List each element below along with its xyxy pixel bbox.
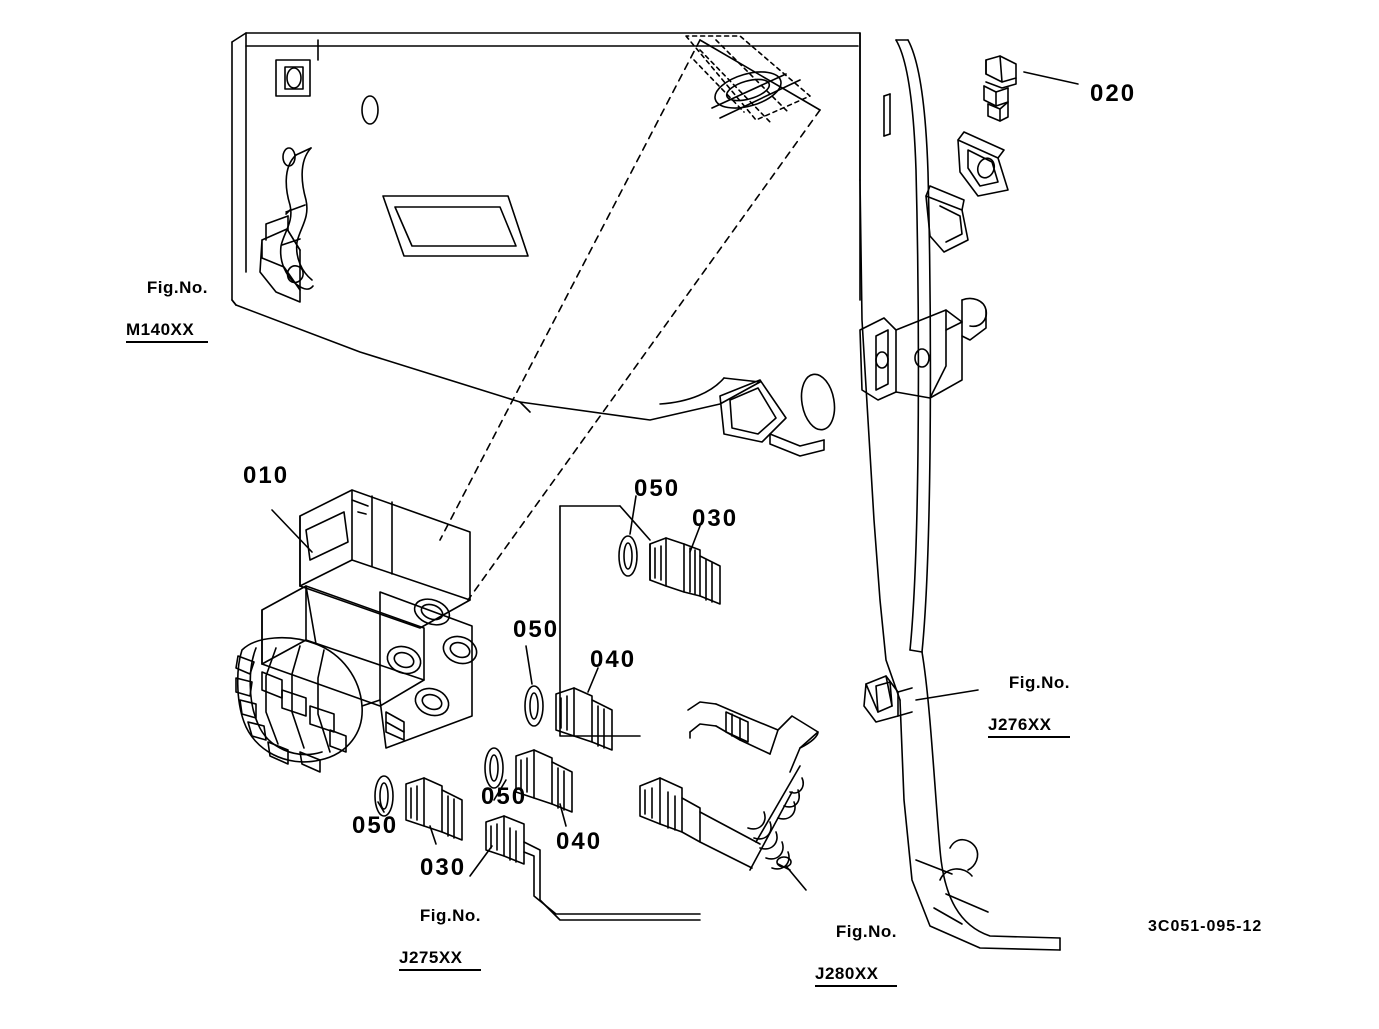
fig-ref-m140xx [126,256,208,385]
fig-ref-j280xx [815,900,897,1029]
hood-panel-outline [232,33,860,305]
part-callout-050-a: 050 [634,475,681,502]
hose-upper [560,506,640,736]
fig-ref-j280xx-label: Fig.No. [835,922,898,941]
assembly-leader-dashed [440,40,820,600]
part-callout-030-a: 030 [692,505,739,532]
fig-ref-j275xx-value: J275XX [399,947,481,971]
leader-050-b [526,646,532,684]
part-callout-010: 010 [243,462,290,489]
leader-j280 [786,866,806,890]
steering-valve-body [236,490,480,772]
leader-020 [1024,72,1078,84]
clamp-mid [926,186,968,252]
fitting-030-upper [619,536,720,604]
drawing-code: 3C051-095-12 [1148,918,1263,935]
fig-ref-j276xx [988,651,1070,780]
fig-ref-m140xx-value: M140XX [126,319,208,343]
center-beam [383,196,528,256]
hose-assembly-j280 [640,702,818,870]
part-callout-050-c: 050 [481,783,528,810]
part-callout-040-b: 040 [556,828,603,855]
leader-j276 [916,690,978,700]
part-callout-050-d: 050 [352,812,399,839]
fig-ref-j280xx-value: J280XX [815,963,897,987]
part-callout-050-b: 050 [513,616,560,643]
hood-lower-edge [232,300,760,420]
part-callout-030-b: 030 [420,854,467,881]
bolt-020 [984,56,1016,121]
bracket-lower-right [860,298,986,400]
fig-ref-j275xx-label: Fig.No. [419,906,482,925]
hose-upper-elbow [620,506,650,540]
panel-hole-oval [362,96,378,124]
part-callout-040-a: 040 [590,646,637,673]
fitting-040-upper [525,686,612,750]
hood-cutout-right [720,372,839,456]
left-bracket [260,148,313,302]
leader-040-b [560,804,566,826]
leader-j275 [470,846,492,876]
clamp-upper [958,132,1008,196]
fig-ref-j276xx-label: Fig.No. [1008,673,1071,692]
fig-ref-j275xx [399,884,481,1013]
grille-mesh [686,36,810,122]
hood-latch-detail [276,60,310,96]
hose-connector-j276 [864,676,912,722]
fig-ref-m140xx-label: Fig.No. [146,278,209,297]
fig-ref-j276xx-value: J276XX [988,714,1070,738]
part-callout-020: 020 [1090,80,1137,107]
